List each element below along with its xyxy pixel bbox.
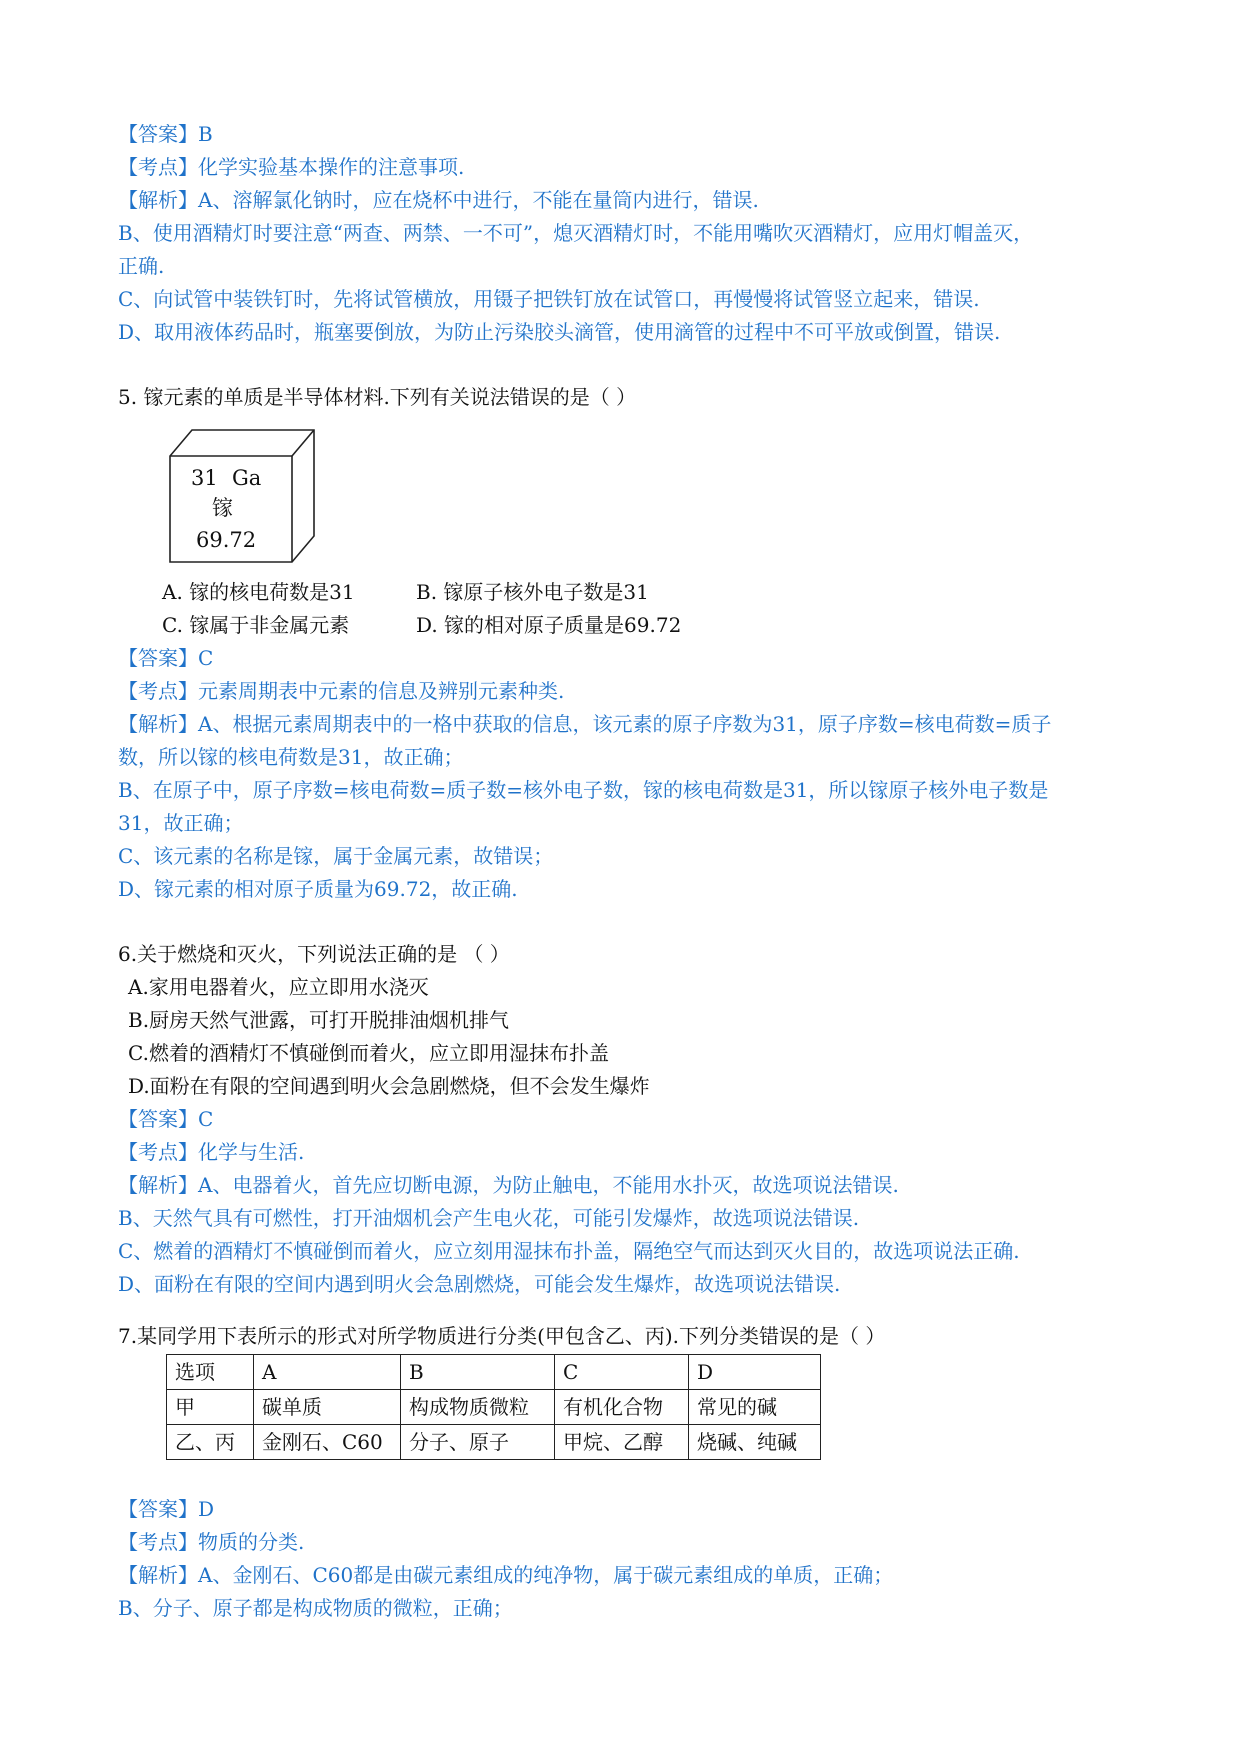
q5-topic: 【考点】元素周期表中元素的信息及辨别元素种类. bbox=[118, 679, 565, 703]
q7-answer: 【答案】D bbox=[118, 1497, 215, 1521]
q4-analysis-line: 【解析】A、溶解氯化钠时，应在烧杯中进行，不能在量筒内进行，错误. bbox=[118, 188, 759, 212]
q5-option-b: B. 镓原子核外电子数是31 bbox=[416, 580, 649, 604]
q4-topic: 【考点】化学实验基本操作的注意事项. bbox=[118, 155, 465, 179]
q6-option-b: B.厨房天然气泄露，可打开脱排油烟机排气 bbox=[128, 1008, 510, 1032]
q7-topic: 【考点】物质的分类. bbox=[118, 1530, 305, 1554]
q6-option-c: C.燃着的酒精灯不慎碰倒而着火，应立即用湿抹布扑盖 bbox=[128, 1041, 609, 1065]
q5-option-c: C. 镓属于非金属元素 bbox=[162, 613, 350, 637]
table-row bbox=[167, 1425, 821, 1460]
atomic-number: 31 bbox=[191, 466, 218, 490]
q5-option-a: A. 镓的核电荷数是31 bbox=[162, 580, 355, 604]
q5-analysis-line: 31，故正确； bbox=[118, 811, 244, 835]
gallium-element-cell bbox=[168, 428, 316, 564]
table-row bbox=[167, 1355, 821, 1390]
q7-analysis-line: B、分子、原子都是构成物质的微粒，正确； bbox=[118, 1596, 513, 1620]
element-name: 镓 bbox=[212, 496, 233, 520]
table-cell: 常见的碱 bbox=[689, 1390, 821, 1425]
table-cell: A bbox=[254, 1355, 401, 1390]
q6-analysis-line: D、面粉在有限的空间内遇到明火会急剧燃烧，可能会发生爆炸，故选项说法错误. bbox=[118, 1272, 841, 1296]
q6-answer: 【答案】C bbox=[118, 1107, 214, 1131]
classification-table bbox=[166, 1354, 821, 1460]
q5-stem: 5. 镓元素的单质是半导体材料.下列有关说法错误的是（ ） bbox=[118, 385, 637, 409]
q7-stem: 7.某同学用下表所示的形式对所学物质进行分类(甲包含乙、丙).下列分类错误的是（ ） bbox=[118, 1324, 886, 1348]
table-cell: 碳单质 bbox=[254, 1390, 401, 1425]
q5-analysis-line: 数，所以镓的核电荷数是31，故正确； bbox=[118, 745, 464, 769]
q5-analysis-line: D、镓元素的相对原子质量为69.72，故正确. bbox=[118, 877, 518, 901]
table-row bbox=[167, 1390, 821, 1425]
q6-topic: 【考点】化学与生活. bbox=[118, 1140, 305, 1164]
table-cell: 构成物质微粒 bbox=[401, 1390, 555, 1425]
q4-analysis-line: D、取用液体药品时，瓶塞要倒放，为防止污染胶头滴管，使用滴管的过程中不可平放或倒置，错误. bbox=[118, 320, 1001, 344]
q5-analysis-line: B、在原子中，原子序数=核电荷数=质子数=核外电子数，镓的核电荷数是31，所以镓原子核外电子数是 bbox=[118, 778, 1049, 802]
element-symbol: Ga bbox=[232, 466, 262, 490]
q5-option-d: D. 镓的相对原子质量是69.72 bbox=[416, 613, 682, 637]
q6-analysis-line: C、燃着的酒精灯不慎碰倒而着火，应立刻用湿抹布扑盖，隔绝空气而达到灭火目的，故选项说法正确. bbox=[118, 1239, 1020, 1263]
table-cell: 乙、丙 bbox=[167, 1425, 254, 1460]
table-cell: 有机化合物 bbox=[555, 1390, 689, 1425]
q6-stem: 6.关于燃烧和灭火，下列说法正确的是 （ ） bbox=[118, 942, 510, 966]
q5-analysis-line: 【解析】A、根据元素周期表中的一格中获取的信息，该元素的原子序数为31，原子序数=核电荷数=质子 bbox=[118, 712, 1052, 736]
q5-analysis-line: C、该元素的名称是镓，属于金属元素，故错误； bbox=[118, 844, 554, 868]
q7-analysis-line: 【解析】A、金刚石、C60都是由碳元素组成的纯净物，属于碳元素组成的单质，正确； bbox=[118, 1563, 894, 1587]
q6-option-d: D.面粉在有限的空间遇到明火会急剧燃烧，但不会发生爆炸 bbox=[128, 1074, 650, 1098]
atomic-mass: 69.72 bbox=[196, 528, 257, 552]
table-cell: 烧碱、纯碱 bbox=[689, 1425, 821, 1460]
table-cell: B bbox=[401, 1355, 555, 1390]
q5-answer: 【答案】C bbox=[118, 646, 214, 670]
q4-answer: 【答案】B bbox=[118, 122, 213, 146]
table-cell: D bbox=[689, 1355, 821, 1390]
table-cell: 甲烷、乙醇 bbox=[555, 1425, 689, 1460]
q4-analysis-line: 正确. bbox=[118, 254, 165, 278]
table-cell: 甲 bbox=[167, 1390, 254, 1425]
table-cell: 金刚石、C60 bbox=[254, 1425, 401, 1460]
q6-analysis-line: 【解析】A、电器着火，首先应切断电源，为防止触电，不能用水扑灭，故选项说法错误. bbox=[118, 1173, 899, 1197]
q6-option-a: A.家用电器着火，应立即用水浇灭 bbox=[128, 975, 429, 999]
table-cell: 分子、原子 bbox=[401, 1425, 555, 1460]
table-cell: 选项 bbox=[167, 1355, 254, 1390]
q6-analysis-line: B、天然气具有可燃性，打开油烟机会产生电火花，可能引发爆炸，故选项说法错误. bbox=[118, 1206, 860, 1230]
q4-analysis-line: B、使用酒精灯时要注意“两查、两禁、一不可”，熄灭酒精灯时，不能用嘴吹灭酒精灯，应用灯帽盖灭， bbox=[118, 221, 1034, 245]
table-cell: C bbox=[555, 1355, 689, 1390]
q4-analysis-line: C、向试管中装铁钉时，先将试管横放，用镊子把铁钉放在试管口，再慢慢将试管竖立起来，错误. bbox=[118, 287, 980, 311]
